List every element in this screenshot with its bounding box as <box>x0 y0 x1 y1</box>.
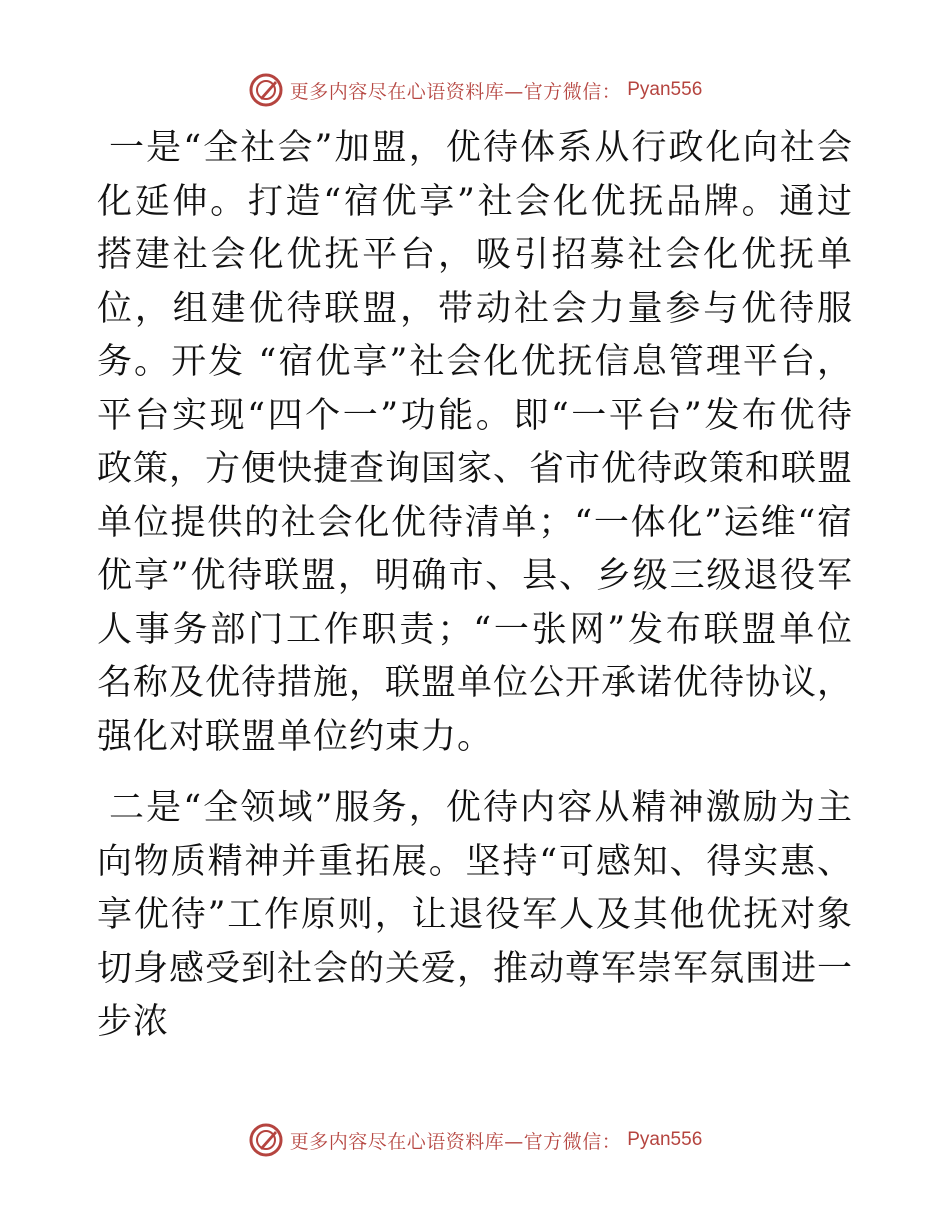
document-body <box>97 122 853 1050</box>
paragraph-2: 二是“全领域”服务，优待内容从精神激励为主向物质精神并重拓展。坚持“可感知、得实惠、享优待”工作原则，让退役军人及其他优抚对象切身感受到社会的关爱，推动尊军崇军氛围进一步浓 <box>97 788 854 1042</box>
watermark-wechat-id: Pyan556 <box>627 1129 703 1150</box>
header-watermark <box>0 70 950 110</box>
logo-icon <box>248 1122 284 1158</box>
watermark-text: 更多内容尽在心语资料库—官方微信： <box>289 80 622 103</box>
footer-watermark <box>0 1120 950 1160</box>
watermark-wechat-id: Pyan556 <box>627 79 703 100</box>
paragraph-1: 一是“全社会”加盟，优待体系从行政化向社会化延伸。打造“宿优享”社会化优抚品牌。通过搭建社会化优抚平台，吸引招募社会化优抚单位，组建优待联盟，带动社会力量参与优待服务。开发 “宿优享”社会化优抚信息管理平台，平台实现“四个一”功能。即“一平台”发布优待政策，方便快捷查询国家、省市优待政策和联盟单位提供的社会化优待清单；“一体化”运维“宿优享”优待联盟，明确市、县、乡级三级退役军人事务部门工作职责；“一张网”发布联盟单位名称及优待措施，联盟单位公开承诺优待协议，强化对联盟单位约束力。 <box>97 128 854 757</box>
watermark-text: 更多内容尽在心语资料库—官方微信： <box>289 1130 622 1153</box>
logo-icon <box>248 72 284 108</box>
